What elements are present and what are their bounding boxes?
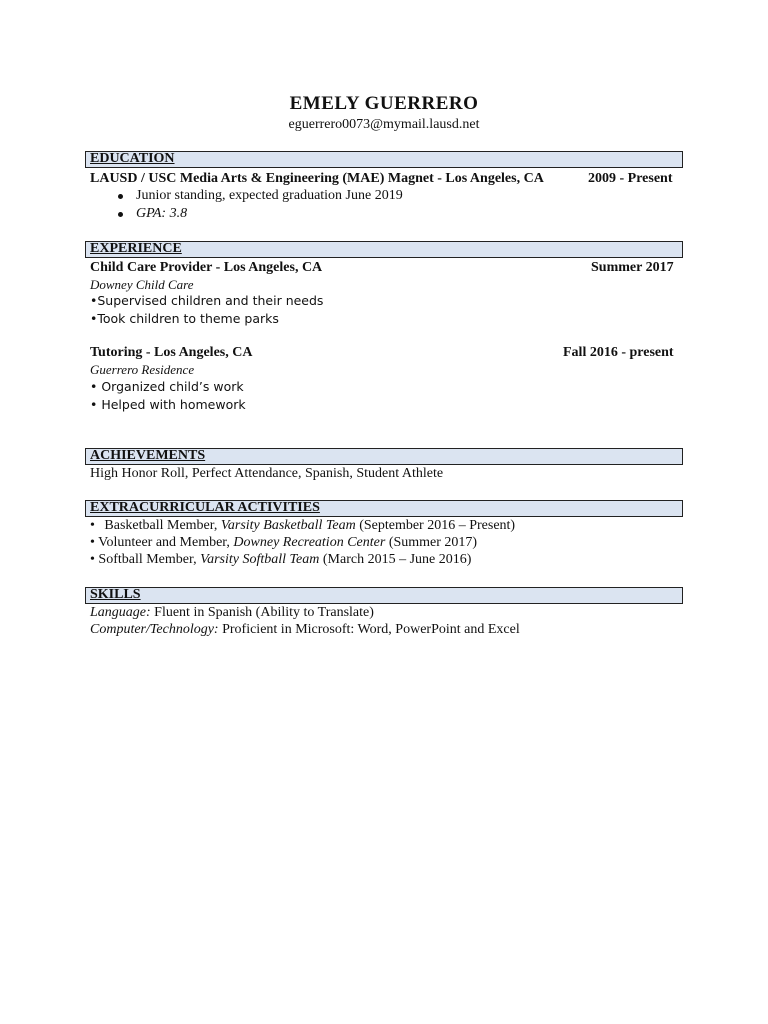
extracurricular-item <box>90 552 471 568</box>
job-bullet: • Helped with homework <box>90 397 246 412</box>
activity-lead: Softball Member, <box>98 552 197 567</box>
job-dates: Fall 2016 - present <box>563 345 674 360</box>
resume-email: eguerrero0073@mymail.lausd.net <box>288 117 480 132</box>
skill-item <box>90 605 374 621</box>
job-bullet: •Took children to theme parks <box>90 311 279 326</box>
skill-label: Language: <box>90 605 151 620</box>
skills-header <box>85 587 683 604</box>
activity-org: Varsity Basketball Team <box>220 518 356 533</box>
activity-dates: (September 2016 – Present) <box>359 518 516 533</box>
education-bullet-gpa: GPA: 3.8 <box>136 206 188 221</box>
achievements-text: High Honor Roll, Perfect Attendance, Spanish, Student Athlete <box>90 466 444 481</box>
extracurricular-title: EXTRACURRICULAR ACTIVITIES <box>90 500 320 515</box>
activity-dates: (Summer 2017) <box>388 535 478 550</box>
skill-item <box>90 622 520 638</box>
activity-org: Downey Recreation Center <box>233 535 386 550</box>
extracurricular-item <box>90 535 477 551</box>
activity-dates: (March 2015 – June 2016) <box>322 552 472 567</box>
activity-org: Varsity Softball Team <box>200 552 320 567</box>
education-bullet-standing: Junior standing, expected graduation June 2019 <box>136 188 403 203</box>
activity-lead: Basketball Member, <box>104 518 218 533</box>
job-org: Guerrero Residence <box>90 362 195 377</box>
bullet-icon: • <box>90 552 95 567</box>
bullet-icon: • <box>90 518 95 533</box>
job-dates: Summer 2017 <box>591 260 674 275</box>
skill-label: Computer/Technology: <box>90 622 219 637</box>
education-school: LAUSD / USC Media Arts & Engineering (MAE) Magnet - Los Angeles, CA <box>90 171 544 186</box>
activity-lead: Volunteer and Member, <box>98 535 230 550</box>
job-org: Downey Child Care <box>90 277 194 292</box>
skills-title: SKILLS <box>90 587 141 602</box>
resume-name: EMELY GUERRERO <box>289 93 479 114</box>
education-header <box>85 151 683 168</box>
achievements-header <box>85 448 683 465</box>
job-bullet: • Organized child’s work <box>90 379 244 394</box>
bullet-dot-icon <box>118 194 123 199</box>
job-role: Child Care Provider - Los Angeles, CA <box>90 260 323 275</box>
job-role: Tutoring - Los Angeles, CA <box>90 345 253 360</box>
extracurricular-item <box>90 518 515 534</box>
extracurricular-header <box>85 500 683 517</box>
achievements-title: ACHIEVEMENTS <box>90 448 206 463</box>
education-title: EDUCATION <box>90 151 175 166</box>
skill-text: Proficient in Microsoft: Word, PowerPoint and Excel <box>222 622 520 637</box>
bullet-icon: • <box>90 535 95 550</box>
job-bullet: •Supervised children and their needs <box>90 293 324 308</box>
experience-title: EXPERIENCE <box>90 241 182 256</box>
education-dates: 2009 - Present <box>588 171 673 186</box>
experience-header <box>85 241 683 258</box>
bullet-dot-icon <box>118 212 123 217</box>
skill-text: Fluent in Spanish (Ability to Translate) <box>154 605 374 620</box>
